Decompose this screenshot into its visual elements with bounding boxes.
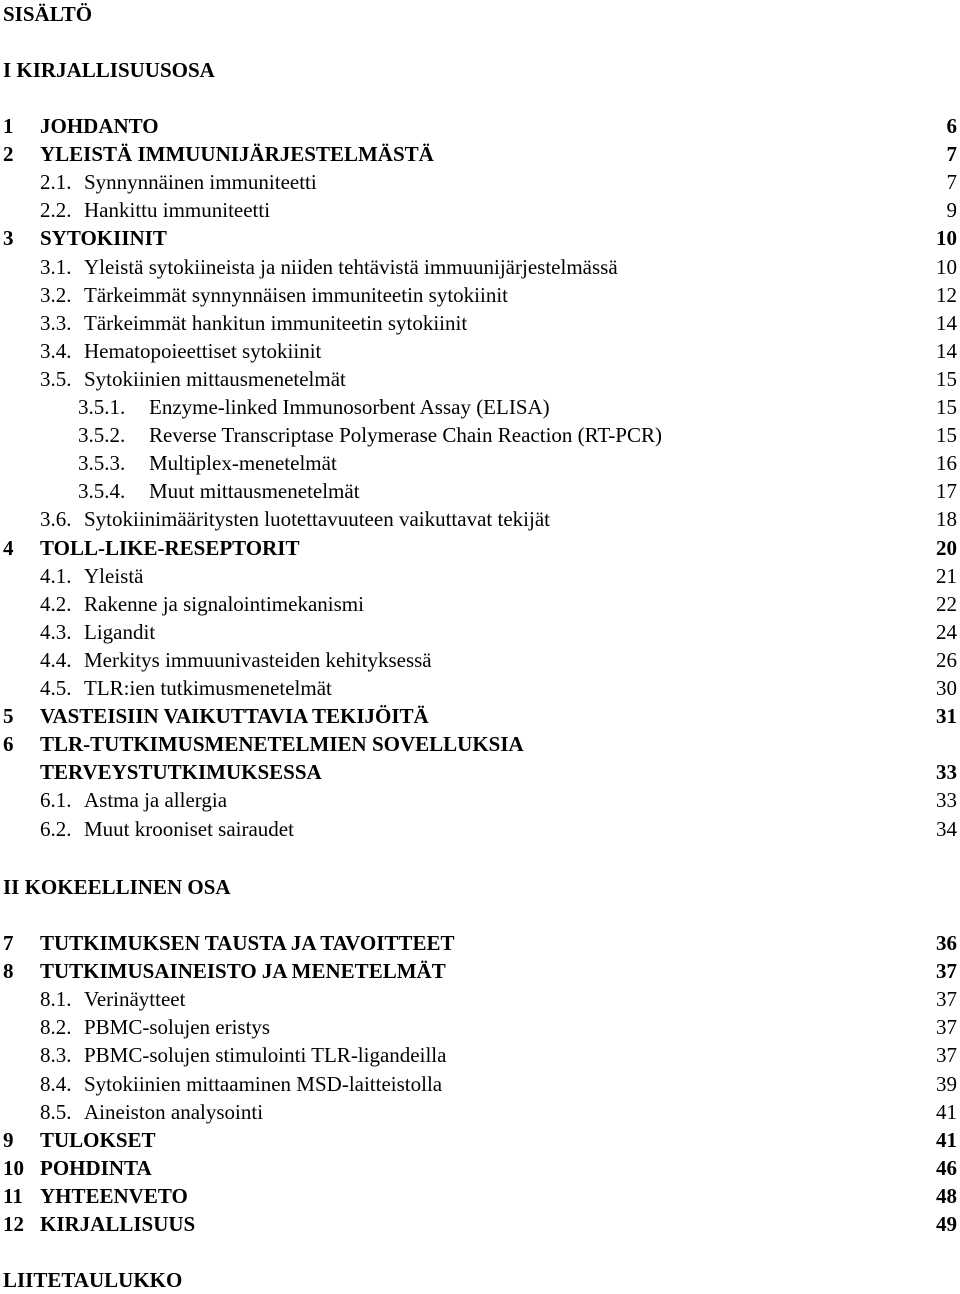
toc-entry-number: 3.6. — [40, 507, 72, 532]
toc-entry-number: 3.5.2. — [78, 423, 126, 448]
toc-entry-title: Ligandit — [84, 619, 156, 644]
toc-entry-title: Tärkeimmät synnynnäisen immuniteetin sytokiinit — [84, 282, 509, 307]
toc-entry-number: 12 — [3, 1212, 24, 1236]
toc-entry-page: 48 — [936, 1183, 957, 1208]
toc-entry-page: 17 — [936, 479, 957, 504]
toc-entry-page: 15 — [936, 366, 957, 391]
toc-entry-title: Yleistä sytokiineista ja niiden tehtävistä immuunijärjestelmässä — [84, 254, 618, 279]
toc-entry-title: Rakenne ja signalointimekanismi — [84, 591, 364, 616]
toc-entry-title: Yleistä — [84, 563, 144, 588]
toc-entry-page: 6 — [946, 114, 957, 138]
toc-entry[interactable] — [0, 674, 960, 702]
toc-entry-number: 4.5. — [40, 676, 72, 700]
toc-entry-page: 33 — [936, 788, 957, 813]
toc-entry-title: YHTEENVETO — [40, 1183, 188, 1208]
toc-entry[interactable] — [0, 337, 960, 365]
toc-entry-page: 37 — [936, 959, 957, 984]
toc-entry-page: 41 — [936, 1099, 957, 1124]
toc-entry[interactable] — [0, 140, 960, 168]
toc-entry[interactable] — [0, 224, 960, 252]
toc-entry-page: 10 — [936, 226, 957, 251]
toc-entry[interactable] — [0, 815, 960, 843]
toc-entry-number: 4 — [3, 535, 14, 560]
toc-entry[interactable] — [0, 562, 960, 590]
toc-entry-number: 3 — [3, 226, 14, 251]
toc-entry-number: 4.3. — [40, 619, 72, 644]
appendix-heading: LIITETAULUKKO — [3, 1268, 183, 1292]
toc-entry[interactable] — [0, 1126, 960, 1154]
toc-entry-title: Multiplex-menetelmät — [149, 451, 337, 476]
part-heading-2: II KOKEELLINEN OSA — [3, 875, 231, 899]
toc-entry-number: 11 — [3, 1183, 23, 1208]
toc-entry-number: 3.4. — [40, 338, 72, 363]
toc-entry[interactable] — [0, 477, 960, 505]
toc-entry[interactable] — [0, 1182, 960, 1210]
toc-entry-number: 8.3. — [40, 1043, 72, 1068]
toc-entry-number: 7 — [3, 931, 14, 955]
toc-entry[interactable] — [0, 196, 960, 224]
toc-entry-number: 3.2. — [40, 282, 72, 307]
toc-entry[interactable] — [0, 449, 960, 477]
toc-entry-page: 49 — [936, 1212, 957, 1236]
toc-entry[interactable] — [0, 786, 960, 814]
toc-entry[interactable] — [0, 1013, 960, 1041]
toc-entry-page: 16 — [936, 451, 957, 476]
toc-entry-page: 14 — [936, 310, 957, 335]
toc-entry-page: 7 — [946, 170, 957, 195]
toc-entry-page: 15 — [936, 423, 957, 448]
toc-entry-number: 4.1. — [40, 563, 72, 588]
toc-entry-page: 20 — [936, 535, 957, 560]
toc-entry-page: 24 — [936, 619, 957, 644]
toc-entry-title: TLR-TUTKIMUSMENETELMIEN SOVELLUKSIA — [40, 732, 524, 757]
toc-entry-title: POHDINTA — [40, 1155, 152, 1180]
toc-entry-number: 9 — [3, 1127, 14, 1152]
toc-entry-title: Synnynnäinen immuniteetti — [84, 170, 317, 195]
toc-entry[interactable] — [0, 1098, 960, 1126]
toc-entry[interactable] — [0, 253, 960, 281]
toc-entry-number: 3.5. — [40, 366, 72, 391]
toc-entry-page: 37 — [936, 1015, 957, 1040]
toc-entry[interactable] — [0, 730, 960, 758]
toc-entry-number: 3.1. — [40, 254, 72, 279]
toc-entry[interactable] — [0, 112, 960, 140]
toc-entry-number: 3.3. — [40, 310, 72, 335]
toc-entry-title: Merkitys immuunivasteiden kehityksessä — [84, 647, 432, 672]
toc-entry-number: 3.5.1. — [78, 395, 126, 419]
toc-entry-title: Hematopoieettiset sytokiinit — [84, 338, 322, 363]
toc-entry-page: 31 — [936, 704, 957, 729]
toc-entry-title: YLEISTÄ IMMUUNIJÄRJESTELMÄSTÄ — [40, 142, 434, 167]
toc-entry-title: JOHDANTO — [40, 114, 159, 138]
toc-entry-page: 41 — [936, 1127, 957, 1152]
toc-entry-title: TLR:ien tutkimusmenetelmät — [84, 676, 332, 700]
toc-entry-number: 2.1. — [40, 170, 72, 195]
toc-entry-title: TULOKSET — [40, 1127, 156, 1152]
toc-entry-page: 12 — [936, 282, 957, 307]
toc-entry-title: VASTEISIIN VAIKUTTAVIA TEKIJÖITÄ — [40, 704, 429, 729]
toc-entry-title: Tärkeimmät hankitun immuniteetin sytokiinit — [84, 310, 468, 335]
toc-entry-title: Astma ja allergia — [84, 788, 228, 813]
toc-entry-number: 8.4. — [40, 1071, 72, 1096]
toc-entry-title: Muut mittausmenetelmät — [149, 479, 360, 504]
toc-entry-page: 26 — [936, 647, 957, 672]
toc-entry-number: 1 — [3, 114, 14, 138]
toc-entry-page: 21 — [936, 563, 957, 588]
toc-entry-page: 7 — [946, 142, 957, 167]
toc-entry-number: 5 — [3, 704, 14, 729]
toc-entry-page: 15 — [936, 395, 957, 419]
toc-heading: SISÄLTÖ — [3, 2, 93, 26]
toc-entry-title: Muut krooniset sairaudet — [84, 816, 294, 841]
toc-entry[interactable] — [0, 702, 960, 730]
toc-entry-page: 10 — [936, 254, 957, 279]
toc-entry[interactable] — [0, 929, 960, 957]
toc-entry-title: TERVEYSTUTKIMUKSESSA — [40, 760, 322, 785]
toc-entry-title: KIRJALLISUUS — [40, 1212, 196, 1236]
toc-entry-number: 8.5. — [40, 1099, 72, 1124]
toc-entry-number: 10 — [3, 1155, 24, 1180]
toc-entry-number: 2 — [3, 142, 14, 167]
toc-entry[interactable] — [0, 393, 960, 421]
toc-entry[interactable] — [0, 1041, 960, 1069]
toc-entry[interactable] — [0, 646, 960, 674]
toc-entry-title: TUTKIMUSAINEISTO JA MENETELMÄT — [40, 959, 446, 984]
toc-entry-number: 6 — [3, 732, 14, 757]
toc-entry[interactable] — [0, 1154, 960, 1182]
toc-entry-title: Sytokiinien mittausmenetelmät — [84, 366, 346, 391]
toc-entry-number: 3.5.4. — [78, 479, 126, 504]
toc-entry-title: PBMC-solujen stimulointi TLR-ligandeilla — [84, 1043, 447, 1068]
toc-entry-title: SYTOKIINIT — [40, 226, 167, 251]
toc-entry[interactable] — [0, 505, 960, 533]
toc-entry[interactable] — [0, 758, 960, 786]
toc-entry-title: Enzyme-linked Immunosorbent Assay (ELISA) — [149, 395, 550, 419]
toc-entry-title: Sytokiinien mittaaminen MSD-laitteistolla — [84, 1071, 443, 1096]
toc-entry[interactable] — [0, 281, 960, 309]
toc-entry-number: 8 — [3, 959, 14, 984]
toc-entry-title: Hankittu immuniteetti — [84, 198, 271, 223]
toc-entry[interactable] — [0, 1210, 960, 1238]
toc-entry[interactable] — [0, 365, 960, 393]
toc-entry-page: 18 — [936, 507, 957, 532]
toc-entry-page: 9 — [946, 198, 957, 223]
toc-entry-title: PBMC-solujen eristys — [84, 1015, 271, 1040]
toc-entry-title: Aineiston analysointi — [84, 1099, 264, 1124]
toc-entry-title: Reverse Transcriptase Polymerase Chain Reaction (RT-PCR) — [149, 423, 662, 448]
toc-entry-title: TOLL-LIKE-RESEPTORIT — [40, 535, 300, 560]
toc-entry-number: 8.2. — [40, 1015, 72, 1040]
toc-entry-title: Sytokiinimääritysten luotettavuuteen vaikuttavat tekijät — [84, 507, 550, 532]
toc-entry-number: 2.2. — [40, 198, 72, 223]
toc-entry-number: 6.1. — [40, 788, 72, 813]
toc-entry-page: 39 — [936, 1071, 957, 1096]
toc-entry-page: 14 — [936, 338, 957, 363]
toc-entry-page: 46 — [936, 1155, 957, 1180]
toc-entry-page: 37 — [936, 987, 957, 1012]
toc-entry-title: TUTKIMUKSEN TAUSTA JA TAVOITTEET — [40, 931, 455, 955]
toc-entry[interactable] — [0, 534, 960, 562]
toc-entry-page: 37 — [936, 1043, 957, 1068]
toc-entry-number: 4.4. — [40, 647, 72, 672]
toc-entry-page: 22 — [936, 591, 957, 616]
toc-entry-page: 33 — [936, 760, 957, 785]
toc-entry[interactable] — [0, 985, 960, 1013]
part-heading-1: I KIRJALLISUUSOSA — [3, 58, 215, 82]
toc-entry-page: 34 — [936, 816, 957, 841]
toc-entry[interactable] — [0, 168, 960, 196]
toc-entry[interactable] — [0, 590, 960, 618]
toc-entry-number: 3.5.3. — [78, 451, 126, 476]
toc-entry-number: 6.2. — [40, 816, 72, 841]
toc-entry-page: 30 — [936, 676, 957, 700]
toc-entry[interactable] — [0, 957, 960, 985]
toc-entry-page: 36 — [936, 931, 957, 955]
toc-entry[interactable] — [0, 309, 960, 337]
toc-entry[interactable] — [0, 1070, 960, 1098]
toc-entry[interactable] — [0, 618, 960, 646]
toc-entry[interactable] — [0, 421, 960, 449]
toc-entry-number: 4.2. — [40, 591, 72, 616]
toc-entry-number: 8.1. — [40, 987, 72, 1012]
toc-entry-title: Verinäytteet — [84, 987, 186, 1012]
